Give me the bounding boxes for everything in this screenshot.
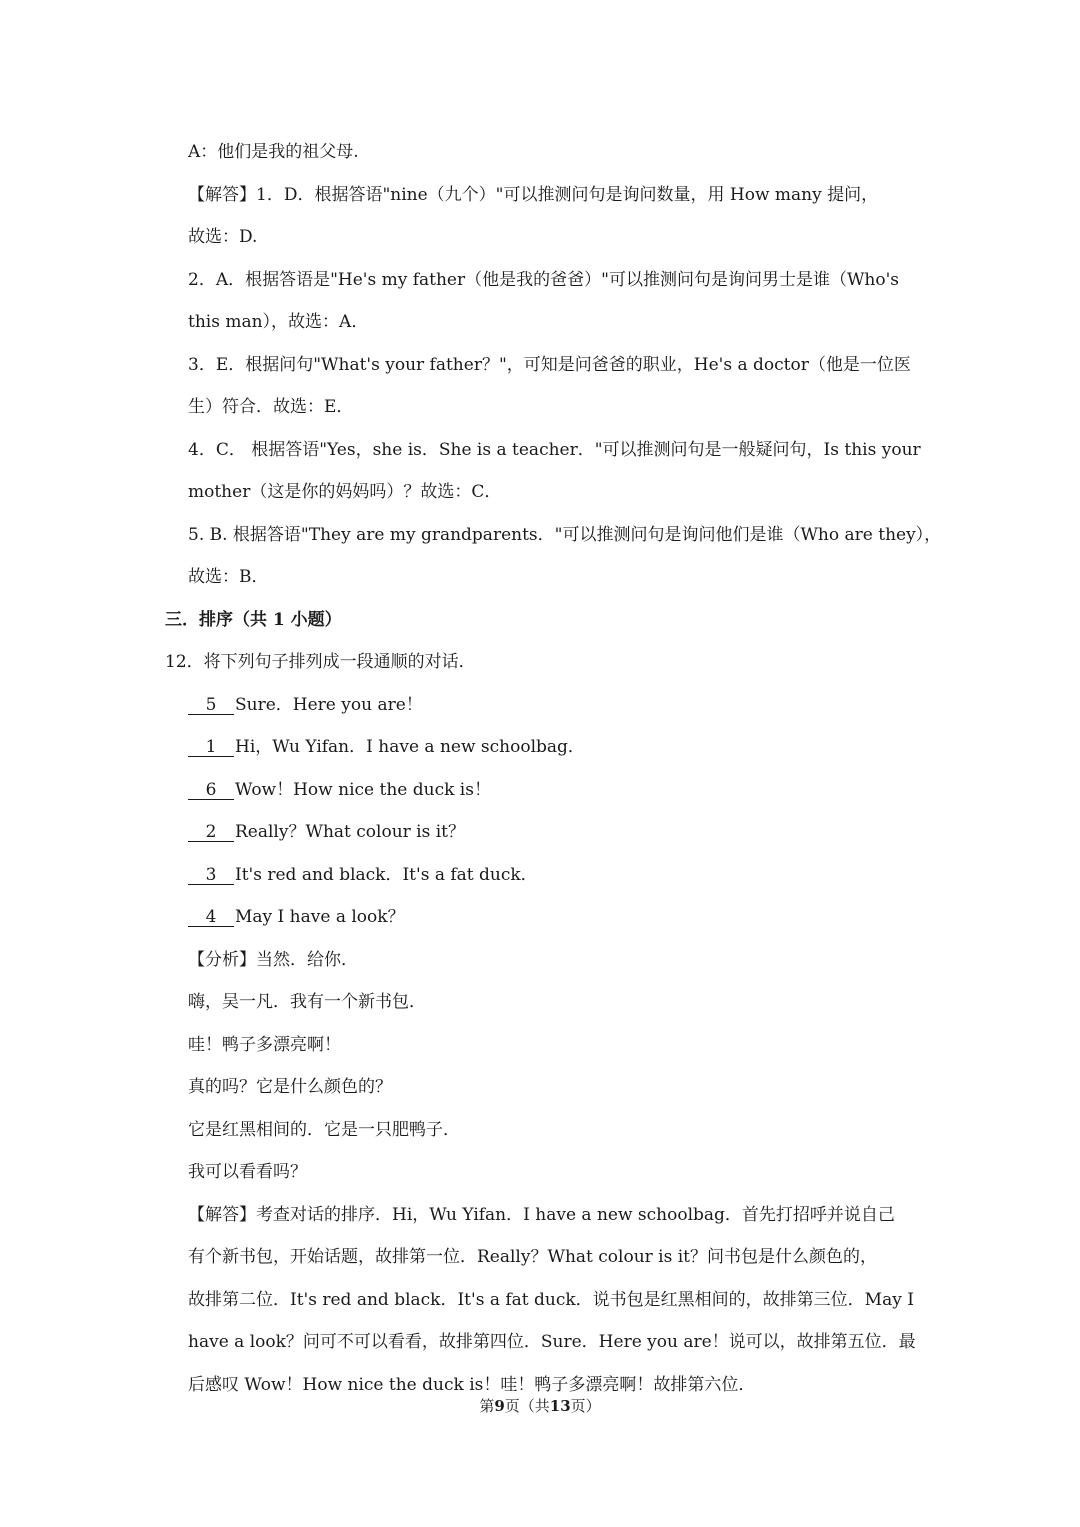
answer-text: May I have a look？ [235,907,405,927]
page-number: 9 [494,1397,505,1415]
footer-middle: 页（共 [504,1397,550,1415]
footer-prefix: 第 [479,1397,495,1415]
answer-blank: 6 [188,781,234,800]
text-line: 故选：B． [188,567,269,587]
solution-line: 【解答】考查对话的排序．Hi，Wu Yifan．I have a new schoolbag．首先打招呼并说自己 [188,1205,895,1225]
solution-line: have a look？问可不可以看看，故排第四位．Sure．Here you are！说可以，故排第五位．最 [188,1332,916,1352]
analysis-line: 我可以看看吗？ [188,1162,307,1182]
solution-line: 后感叹 Wow！How nice the duck is！哇！鸭子多漂亮啊！故排第六位． [188,1375,756,1395]
text-line: 生）符合．故选：E． [188,397,354,417]
text-line: A：他们是我的祖父母. [188,142,359,162]
answer-line [188,906,920,928]
answer-line [188,736,920,758]
answer-line [188,864,920,886]
total-pages: 13 [549,1397,571,1415]
text-line: 3．E．根据问句"What's your father？"，可知是问爸爸的职业，He's a doctor（他是一位医 [188,355,911,375]
answer-blank: 2 [188,823,234,842]
analysis-line: 它是红黑相间的．它是一只肥鸭子． [188,1120,460,1140]
solution-line: 故排第二位．It's red and black．It's a fat duck．说书包是红黑相间的，故排第三位．May I [188,1290,914,1310]
answer-text: Really？What colour is it？ [235,822,466,842]
answer-text: Wow！How nice the duck is！ [235,780,491,800]
text-line: 【解答】1．D．根据答语"nine（九个）"可以推测问句是询问数量，用 How many 提问， [188,185,879,205]
answer-blank: 1 [188,738,234,757]
answer-text: It's red and black．It's a fat duck． [235,865,538,885]
analysis-line: 哇！鸭子多漂亮啊！ [188,1035,341,1055]
text-line: this man），故选：A． [188,312,369,332]
answer-line [188,694,920,716]
question-prompt: 12．将下列句子排列成一段通顺的对话． [165,652,476,672]
answer-text: Sure．Here you are！ [235,695,423,715]
analysis-line: 嗨，吴一凡．我有一个新书包． [188,992,426,1012]
analysis-line: 真的吗？它是什么颜色的？ [188,1077,392,1097]
page-footer [0,1396,1080,1416]
answer-blank: 5 [188,696,234,715]
answer-line [188,821,920,843]
solution-line: 有个新书包，开始话题，故排第一位．Really？What colour is it？问书包是什么颜色的， [188,1247,878,1267]
text-line: 5. B. 根据答语"They are my grandparents．"可以推测问句是询问他们是谁（Who are they）， [188,525,942,545]
footer-suffix: 页） [570,1397,601,1415]
answer-line [188,779,920,801]
section-heading: 三．排序（共 1 小题） [165,610,342,630]
answer-text: Hi，Wu Yifan．I have a new schoolbag． [235,737,585,757]
answer-blank: 3 [188,866,234,885]
text-line: 2．A．根据答语是"He's my father（他是我的爸爸）"可以推测问句是询问男士是谁（Who's [188,270,899,290]
text-line: mother（这是你的妈妈吗）？故选：C． [188,482,502,502]
analysis-line: 【分析】当然．给你． [188,950,358,970]
text-line: 故选：D. [188,227,258,247]
text-line: 4．C． 根据答语"Yes，she is．She is a teacher．"可以推测问句是一般疑问句，Is this your [188,440,921,460]
answer-blank: 4 [188,908,234,927]
